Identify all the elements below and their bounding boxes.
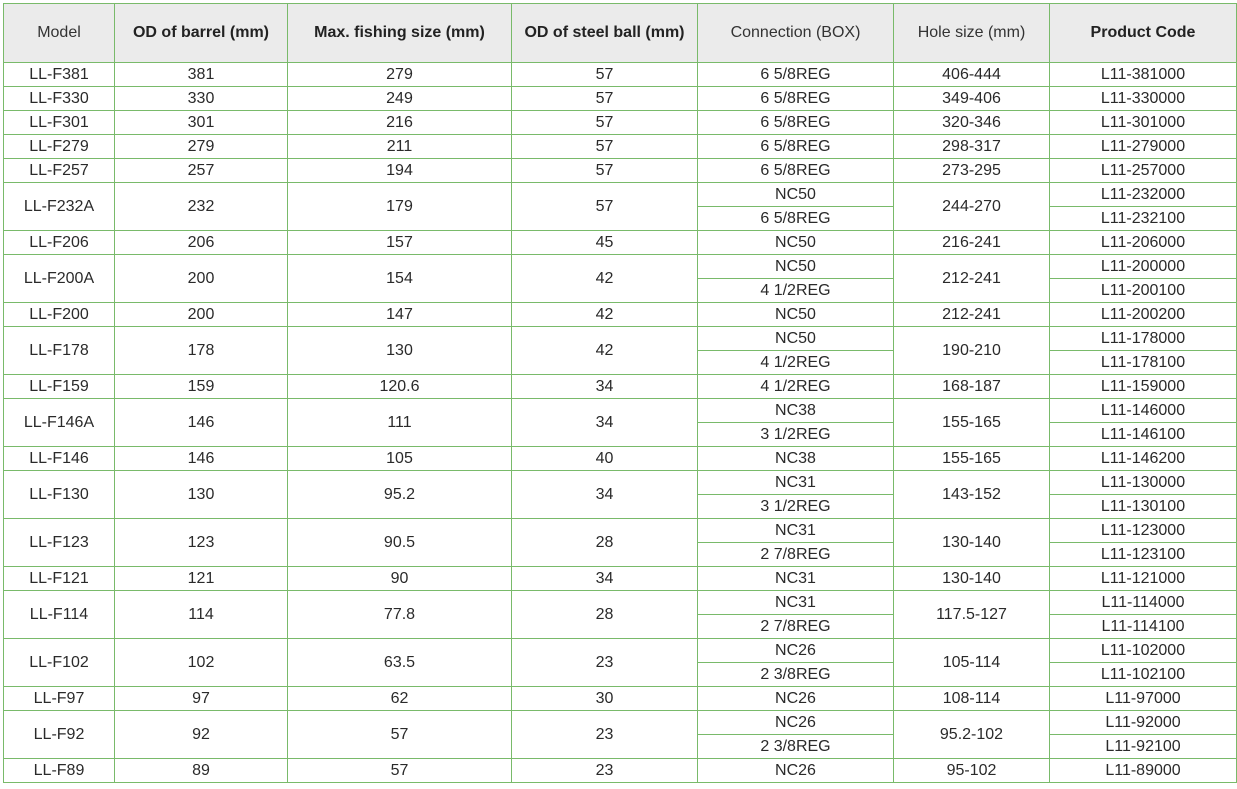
- cell-od-barrel: 206: [115, 231, 288, 255]
- cell-connection: NC31: [698, 591, 894, 615]
- cell-max-fishing-size: 157: [288, 231, 512, 255]
- cell-connection: NC26: [698, 687, 894, 711]
- cell-model: LL-F146: [4, 447, 115, 471]
- cell-hole-size: 168-187: [894, 375, 1050, 399]
- cell-connection: 2 7/8REG: [698, 543, 894, 567]
- cell-product-code: L11-130000: [1050, 471, 1237, 495]
- cell-od-steel-ball: 23: [512, 711, 698, 759]
- cell-connection: 4 1/2REG: [698, 279, 894, 303]
- cell-od-barrel: 146: [115, 399, 288, 447]
- cell-product-code: L11-123100: [1050, 543, 1237, 567]
- cell-product-code: L11-381000: [1050, 63, 1237, 87]
- table-row: [4, 63, 1237, 87]
- cell-od-barrel: 130: [115, 471, 288, 519]
- cell-connection: NC50: [698, 327, 894, 351]
- cell-hole-size: 406-444: [894, 63, 1050, 87]
- cell-product-code: L11-200100: [1050, 279, 1237, 303]
- cell-hole-size: 190-210: [894, 327, 1050, 375]
- cell-od-barrel: 178: [115, 327, 288, 375]
- cell-od-barrel: 121: [115, 567, 288, 591]
- cell-model: LL-F200: [4, 303, 115, 327]
- table-row: [4, 567, 1237, 591]
- cell-connection: NC50: [698, 231, 894, 255]
- cell-product-code: L11-130100: [1050, 495, 1237, 519]
- cell-max-fishing-size: 90.5: [288, 519, 512, 567]
- cell-connection: 6 5/8REG: [698, 207, 894, 231]
- cell-connection: NC31: [698, 471, 894, 495]
- cell-od-barrel: 92: [115, 711, 288, 759]
- cell-max-fishing-size: 95.2: [288, 471, 512, 519]
- header-od-steel-ball: OD of steel ball (mm): [512, 4, 698, 63]
- cell-od-steel-ball: 34: [512, 375, 698, 399]
- cell-max-fishing-size: 249: [288, 87, 512, 111]
- cell-product-code: L11-232100: [1050, 207, 1237, 231]
- table-row: [4, 711, 1237, 735]
- cell-hole-size: 143-152: [894, 471, 1050, 519]
- table-row: [4, 639, 1237, 663]
- cell-product-code: L11-102000: [1050, 639, 1237, 663]
- cell-product-code: L11-232000: [1050, 183, 1237, 207]
- cell-product-code: L11-257000: [1050, 159, 1237, 183]
- cell-max-fishing-size: 57: [288, 759, 512, 783]
- table-row: [4, 327, 1237, 351]
- cell-hole-size: 117.5-127: [894, 591, 1050, 639]
- cell-od-barrel: 102: [115, 639, 288, 687]
- cell-product-code: L11-102100: [1050, 663, 1237, 687]
- cell-od-barrel: 200: [115, 303, 288, 327]
- cell-od-steel-ball: 57: [512, 159, 698, 183]
- cell-model: LL-F206: [4, 231, 115, 255]
- cell-model: LL-F381: [4, 63, 115, 87]
- cell-hole-size: 130-140: [894, 567, 1050, 591]
- cell-product-code: L11-89000: [1050, 759, 1237, 783]
- cell-hole-size: 108-114: [894, 687, 1050, 711]
- cell-od-barrel: 257: [115, 159, 288, 183]
- cell-max-fishing-size: 211: [288, 135, 512, 159]
- cell-max-fishing-size: 120.6: [288, 375, 512, 399]
- cell-max-fishing-size: 111: [288, 399, 512, 447]
- cell-product-code: L11-146000: [1050, 399, 1237, 423]
- cell-od-barrel: 330: [115, 87, 288, 111]
- cell-connection: 6 5/8REG: [698, 159, 894, 183]
- cell-model: LL-F97: [4, 687, 115, 711]
- table-row: [4, 687, 1237, 711]
- table-row: [4, 303, 1237, 327]
- header-row: [4, 4, 1237, 63]
- cell-model: LL-F102: [4, 639, 115, 687]
- cell-max-fishing-size: 179: [288, 183, 512, 231]
- cell-hole-size: 155-165: [894, 399, 1050, 447]
- cell-max-fishing-size: 90: [288, 567, 512, 591]
- cell-od-steel-ball: 42: [512, 303, 698, 327]
- cell-max-fishing-size: 63.5: [288, 639, 512, 687]
- cell-od-barrel: 97: [115, 687, 288, 711]
- cell-product-code: L11-178100: [1050, 351, 1237, 375]
- cell-od-steel-ball: 42: [512, 255, 698, 303]
- header-model: Model: [4, 4, 115, 63]
- table-row: [4, 183, 1237, 207]
- cell-od-steel-ball: 28: [512, 591, 698, 639]
- table-row: [4, 159, 1237, 183]
- cell-hole-size: 244-270: [894, 183, 1050, 231]
- cell-od-steel-ball: 57: [512, 63, 698, 87]
- cell-model: LL-F146A: [4, 399, 115, 447]
- cell-model: LL-F130: [4, 471, 115, 519]
- cell-model: LL-F232A: [4, 183, 115, 231]
- cell-hole-size: 216-241: [894, 231, 1050, 255]
- header-max-fishing-size: Max. fishing size (mm): [288, 4, 512, 63]
- cell-od-steel-ball: 23: [512, 759, 698, 783]
- cell-product-code: L11-200200: [1050, 303, 1237, 327]
- cell-connection: NC50: [698, 183, 894, 207]
- table-row: [4, 399, 1237, 423]
- cell-max-fishing-size: 154: [288, 255, 512, 303]
- cell-max-fishing-size: 57: [288, 711, 512, 759]
- cell-model: LL-F257: [4, 159, 115, 183]
- table-row: [4, 519, 1237, 543]
- cell-od-steel-ball: 28: [512, 519, 698, 567]
- cell-od-steel-ball: 57: [512, 87, 698, 111]
- table-row: [4, 759, 1237, 783]
- cell-product-code: L11-114100: [1050, 615, 1237, 639]
- cell-max-fishing-size: 216: [288, 111, 512, 135]
- cell-connection: NC26: [698, 759, 894, 783]
- cell-connection: NC26: [698, 711, 894, 735]
- cell-connection: NC38: [698, 447, 894, 471]
- cell-connection: 6 5/8REG: [698, 111, 894, 135]
- cell-connection: NC31: [698, 567, 894, 591]
- header-product-code: Product Code: [1050, 4, 1237, 63]
- cell-product-code: L11-121000: [1050, 567, 1237, 591]
- product-spec-table: [3, 3, 1237, 783]
- cell-od-barrel: 89: [115, 759, 288, 783]
- cell-max-fishing-size: 279: [288, 63, 512, 87]
- cell-od-steel-ball: 42: [512, 327, 698, 375]
- cell-od-steel-ball: 23: [512, 639, 698, 687]
- cell-od-steel-ball: 34: [512, 471, 698, 519]
- cell-product-code: L11-279000: [1050, 135, 1237, 159]
- cell-max-fishing-size: 62: [288, 687, 512, 711]
- cell-od-steel-ball: 45: [512, 231, 698, 255]
- cell-model: LL-F89: [4, 759, 115, 783]
- table-row: [4, 231, 1237, 255]
- cell-connection: 4 1/2REG: [698, 351, 894, 375]
- cell-product-code: L11-206000: [1050, 231, 1237, 255]
- cell-od-barrel: 381: [115, 63, 288, 87]
- cell-model: LL-F200A: [4, 255, 115, 303]
- cell-od-barrel: 279: [115, 135, 288, 159]
- cell-od-barrel: 159: [115, 375, 288, 399]
- cell-model: LL-F121: [4, 567, 115, 591]
- cell-connection: 3 1/2REG: [698, 495, 894, 519]
- cell-model: LL-F114: [4, 591, 115, 639]
- cell-hole-size: 212-241: [894, 303, 1050, 327]
- cell-hole-size: 273-295: [894, 159, 1050, 183]
- cell-od-steel-ball: 34: [512, 399, 698, 447]
- cell-hole-size: 155-165: [894, 447, 1050, 471]
- cell-od-steel-ball: 57: [512, 183, 698, 231]
- table-row: [4, 87, 1237, 111]
- cell-product-code: L11-200000: [1050, 255, 1237, 279]
- cell-connection: 6 5/8REG: [698, 87, 894, 111]
- cell-connection: 4 1/2REG: [698, 375, 894, 399]
- cell-model: LL-F301: [4, 111, 115, 135]
- cell-hole-size: 95.2-102: [894, 711, 1050, 759]
- cell-connection: 2 7/8REG: [698, 615, 894, 639]
- cell-connection: 2 3/8REG: [698, 663, 894, 687]
- cell-od-barrel: 146: [115, 447, 288, 471]
- cell-hole-size: 130-140: [894, 519, 1050, 567]
- cell-connection: 3 1/2REG: [698, 423, 894, 447]
- cell-max-fishing-size: 147: [288, 303, 512, 327]
- cell-max-fishing-size: 77.8: [288, 591, 512, 639]
- cell-hole-size: 298-317: [894, 135, 1050, 159]
- cell-hole-size: 320-346: [894, 111, 1050, 135]
- cell-product-code: L11-92100: [1050, 735, 1237, 759]
- cell-od-steel-ball: 57: [512, 111, 698, 135]
- table-row: [4, 255, 1237, 279]
- cell-max-fishing-size: 130: [288, 327, 512, 375]
- cell-product-code: L11-92000: [1050, 711, 1237, 735]
- cell-connection: NC50: [698, 303, 894, 327]
- header-hole-size: Hole size (mm): [894, 4, 1050, 63]
- cell-od-steel-ball: 57: [512, 135, 698, 159]
- table-body: [4, 63, 1237, 783]
- cell-od-steel-ball: 40: [512, 447, 698, 471]
- cell-product-code: L11-123000: [1050, 519, 1237, 543]
- table-row: [4, 375, 1237, 399]
- cell-od-steel-ball: 30: [512, 687, 698, 711]
- cell-hole-size: 212-241: [894, 255, 1050, 303]
- cell-connection: NC38: [698, 399, 894, 423]
- cell-model: LL-F92: [4, 711, 115, 759]
- cell-model: LL-F178: [4, 327, 115, 375]
- cell-product-code: L11-97000: [1050, 687, 1237, 711]
- cell-connection: 2 3/8REG: [698, 735, 894, 759]
- header-od-barrel: OD of barrel (mm): [115, 4, 288, 63]
- table-row: [4, 111, 1237, 135]
- cell-connection: 6 5/8REG: [698, 63, 894, 87]
- cell-connection: NC31: [698, 519, 894, 543]
- table-row: [4, 135, 1237, 159]
- cell-connection: NC26: [698, 639, 894, 663]
- cell-product-code: L11-301000: [1050, 111, 1237, 135]
- header-connection: Connection (BOX): [698, 4, 894, 63]
- table-row: [4, 447, 1237, 471]
- cell-max-fishing-size: 105: [288, 447, 512, 471]
- cell-od-barrel: 114: [115, 591, 288, 639]
- cell-od-barrel: 232: [115, 183, 288, 231]
- cell-model: LL-F279: [4, 135, 115, 159]
- cell-model: LL-F159: [4, 375, 115, 399]
- cell-product-code: L11-146100: [1050, 423, 1237, 447]
- cell-od-barrel: 200: [115, 255, 288, 303]
- cell-connection: NC50: [698, 255, 894, 279]
- cell-hole-size: 95-102: [894, 759, 1050, 783]
- cell-product-code: L11-178000: [1050, 327, 1237, 351]
- cell-od-steel-ball: 34: [512, 567, 698, 591]
- cell-product-code: L11-146200: [1050, 447, 1237, 471]
- cell-product-code: L11-159000: [1050, 375, 1237, 399]
- cell-model: LL-F330: [4, 87, 115, 111]
- cell-product-code: L11-114000: [1050, 591, 1237, 615]
- cell-product-code: L11-330000: [1050, 87, 1237, 111]
- cell-model: LL-F123: [4, 519, 115, 567]
- cell-hole-size: 349-406: [894, 87, 1050, 111]
- table-row: [4, 591, 1237, 615]
- cell-hole-size: 105-114: [894, 639, 1050, 687]
- cell-od-barrel: 123: [115, 519, 288, 567]
- cell-connection: 6 5/8REG: [698, 135, 894, 159]
- cell-max-fishing-size: 194: [288, 159, 512, 183]
- table-row: [4, 471, 1237, 495]
- cell-od-barrel: 301: [115, 111, 288, 135]
